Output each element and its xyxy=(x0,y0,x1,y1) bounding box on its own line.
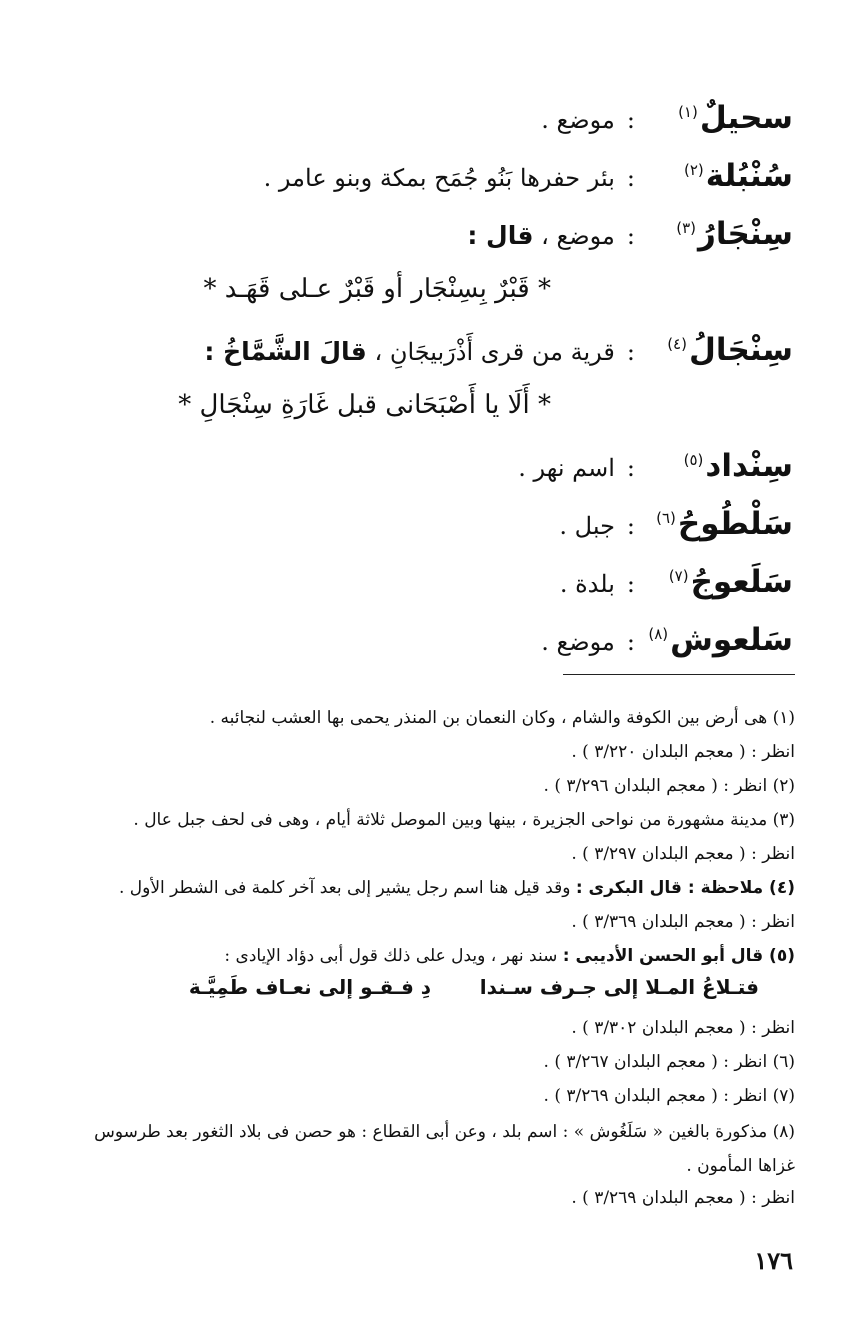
footnote-2: (٢) انظر : ( معجم البلدان ٣/٢٩٦ ) . xyxy=(543,776,795,796)
footnote-5: (٥) قال أبو الحسن الأديبى : سند نهر ، ويدل على ذلك قول أبى دؤاد الإيادى : xyxy=(224,946,795,966)
footnote-7: (٧) انظر : ( معجم البلدان ٣/٢٦٩ ) . xyxy=(543,1086,795,1106)
entry-sinjar: سِنْجَارُ$^{(٣)}$ : موضع ، قال : xyxy=(467,216,793,252)
footnote-5-verse: فتـلاعُ المـلا إلى جـرف سـندا دِ فـقـو إلى نعـاف طَمِيَّـة xyxy=(188,975,759,999)
entry-headword: سِنْجَارُ$^{(٣)}$ xyxy=(676,216,793,252)
footnote-4: (٤) ملاحظة : قال البكرى : وقد قيل هنا اسم رجل يشير إلى بعد آخر كلمة فى الشطر الأول . xyxy=(118,878,795,898)
entry-headword: سَلعوش$^{(٨)}$ xyxy=(648,622,793,658)
footnote-6: (٦) انظر : ( معجم البلدان ٣/٢٦٧ ) . xyxy=(543,1052,795,1072)
entry-headword: سَلَعوجُ$^{(٧)}$ xyxy=(668,564,793,600)
entry-definition: موضع . xyxy=(541,628,615,656)
page-number: ١٧٦ xyxy=(754,1246,793,1275)
entry-saltuh: سَلْطُوحُ$^{(٦)}$ : جبل . xyxy=(559,506,793,542)
entry-definition: جبل . xyxy=(559,512,615,540)
entry-headword: سِنْجَالُ$^{(٤)}$ xyxy=(667,332,793,368)
entry-definition: بلدة . xyxy=(559,570,615,598)
footnote-1-ref: انظر : ( معجم البلدان ٣/٢٢٠ ) . xyxy=(571,742,795,762)
entry-headword: سِنْداد$^{(٥)}$ xyxy=(683,448,793,484)
footnote-4-ref: انظر : ( معجم البلدان ٣/٣٦٩ ) . xyxy=(571,912,795,932)
entry-sindad: سِنْداد$^{(٥)}$ : اسم نهر . xyxy=(518,448,793,484)
entry-headword: سَلْطُوحُ$^{(٦)}$ xyxy=(656,506,793,542)
entry-headword: سحيلٌ$^{(١)}$ xyxy=(678,100,793,136)
footnote-3-ref: انظر : ( معجم البلدان ٣/٢٩٧ ) . xyxy=(571,844,795,864)
footnote-8: (٨) مذكورة بالغين « سَلَغُوش » : اسم بلد ، وعن أبى القطاع : هو حصن فى بلاد الثغور بعد طرسوس غزاها المأمون . xyxy=(94,1122,795,1176)
footnote-1: (١) هى أرض بين الكوفة والشام ، وكان النعمان بن المنذر يحمى بها العشب لنجائبه . xyxy=(209,708,795,728)
footnotes xyxy=(70,703,795,1217)
footnote-3: (٣) مدينة مشهورة من نواحى الجزيرة ، بينها وبين الموصل ثلاثة أيام ، وهى فى لحف جبل عال . xyxy=(133,810,795,830)
entry-definition: قرية من قرى أَذْرَبيجَانِ ، قالَ الشَّمَّاخُ : xyxy=(204,337,615,366)
entry-definition: اسم نهر . xyxy=(518,454,615,482)
entry-sunbula: سُنْبُلة$^{(٢)}$ : بئر حفرها بَنُو جُمَح بمكة وبنو عامر . xyxy=(263,158,793,194)
footnote-divider xyxy=(563,674,795,675)
entry-salauj: سَلَعوجُ$^{(٧)}$ : بلدة . xyxy=(559,564,793,600)
entry-definition: بئر حفرها بَنُو جُمَح بمكة وبنو عامر . xyxy=(263,164,615,192)
entry-sahil: سحيلٌ$^{(١)}$ : موضع . xyxy=(541,100,793,136)
footnote-5-ref: انظر : ( معجم البلدان ٣/٣٠٢ ) . xyxy=(571,1018,795,1038)
entry-headword: سُنْبُلة$^{(٢)}$ xyxy=(683,158,793,194)
entry-salaush: سَلعوش$^{(٨)}$ : موضع . xyxy=(541,622,793,658)
entry-definition: موضع ، قال : xyxy=(467,221,615,250)
verse-sinjar: * قَبْرٌ بِسِنْجَار أو قَبْرٌ عـلى قَهَـد * xyxy=(203,274,551,304)
verse-sinjal: * أَلَا يا أَصْبَحَانى قبل غَارَةِ سِنْجَالِ * xyxy=(178,390,551,420)
entries-list xyxy=(73,100,793,680)
entry-sinjal: سِنْجَالُ$^{(٤)}$ : قرية من قرى أَذْرَبيجَانِ ، قالَ الشَّمَّاخُ : xyxy=(204,332,793,368)
footnote-8-ref: انظر : ( معجم البلدان ٣/٢٦٩ ) . xyxy=(571,1188,795,1208)
entry-definition: موضع . xyxy=(541,106,615,134)
